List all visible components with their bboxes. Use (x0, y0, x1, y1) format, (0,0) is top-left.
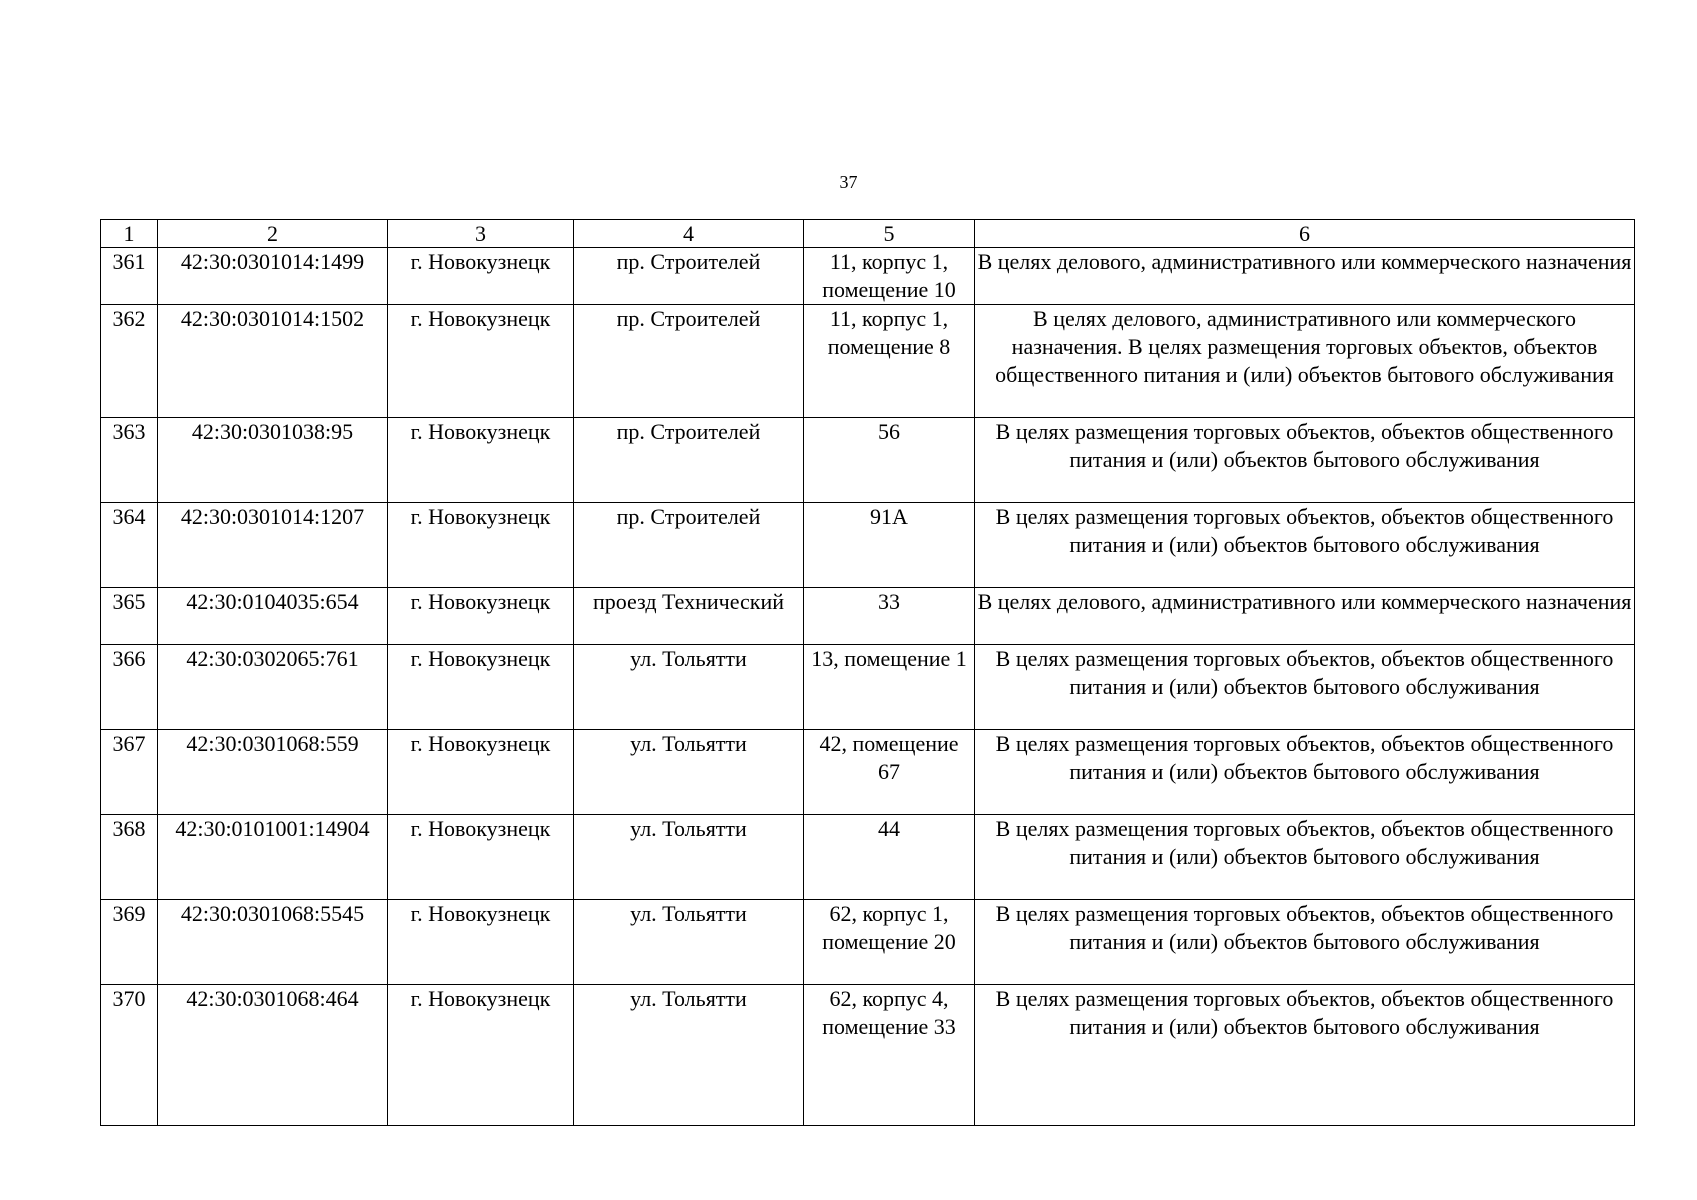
city: г. Новокузнецк (388, 305, 574, 418)
city: г. Новокузнецк (388, 418, 574, 503)
building-number: 11, корпус 1, помещение 8 (804, 305, 975, 418)
city: г. Новокузнецк (388, 645, 574, 730)
usage-purpose: В целях делового, административного или коммерческого назначения (975, 588, 1635, 645)
column-number-header-row (101, 220, 1635, 248)
page-number: 37 (839, 172, 858, 192)
building-number: 44 (804, 815, 975, 900)
street: ул. Тольятти (574, 815, 804, 900)
table-row (101, 815, 1635, 900)
column-header: 1 (101, 220, 158, 248)
city: г. Новокузнецк (388, 588, 574, 645)
row-number: 361 (101, 248, 158, 305)
cadastral-number: 42:30:0301014:1502 (158, 305, 388, 418)
building-number: 56 (804, 418, 975, 503)
street: ул. Тольятти (574, 730, 804, 815)
cadastral-number: 42:30:0301068:464 (158, 985, 388, 1126)
row-number: 370 (101, 985, 158, 1126)
building-number: 62, корпус 1, помещение 20 (804, 900, 975, 985)
city: г. Новокузнецк (388, 985, 574, 1126)
cadastral-number: 42:30:0101001:14904 (158, 815, 388, 900)
street: проезд Технический (574, 588, 804, 645)
usage-purpose: В целях размещения торговых объектов, объектов общественного питания и (или) объектов бытового обслуживания (975, 418, 1635, 503)
city: г. Новокузнецк (388, 730, 574, 815)
row-number: 369 (101, 900, 158, 985)
street: ул. Тольятти (574, 900, 804, 985)
table-row (101, 588, 1635, 645)
building-number: 13, помещение 1 (804, 645, 975, 730)
street: пр. Строителей (574, 305, 804, 418)
cadastral-number: 42:30:0301014:1207 (158, 503, 388, 588)
usage-purpose: В целях размещения торговых объектов, объектов общественного питания и (или) объектов бытового обслуживания (975, 900, 1635, 985)
building-number: 62, корпус 4, помещение 33 (804, 985, 975, 1126)
cadastral-number: 42:30:0104035:654 (158, 588, 388, 645)
row-number: 364 (101, 503, 158, 588)
table-row (101, 985, 1635, 1126)
building-number: 33 (804, 588, 975, 645)
usage-purpose: В целях размещения торговых объектов, объектов общественного питания и (или) объектов бытового обслуживания (975, 730, 1635, 815)
cadastral-number: 42:30:0301068:559 (158, 730, 388, 815)
column-header: 6 (975, 220, 1635, 248)
cadastral-number: 42:30:0302065:761 (158, 645, 388, 730)
table-row (101, 645, 1635, 730)
street: ул. Тольятти (574, 645, 804, 730)
usage-purpose: В целях размещения торговых объектов, объектов общественного питания и (или) объектов бытового обслуживания (975, 503, 1635, 588)
street: пр. Строителей (574, 248, 804, 305)
street: пр. Строителей (574, 503, 804, 588)
row-number: 365 (101, 588, 158, 645)
column-header: 3 (388, 220, 574, 248)
table-row (101, 730, 1635, 815)
cadastral-number: 42:30:0301038:95 (158, 418, 388, 503)
row-number: 363 (101, 418, 158, 503)
row-number: 367 (101, 730, 158, 815)
table-row (101, 900, 1635, 985)
building-number: 42, помещение 67 (804, 730, 975, 815)
table-row (101, 503, 1635, 588)
row-number: 368 (101, 815, 158, 900)
row-number: 362 (101, 305, 158, 418)
table-row (101, 305, 1635, 418)
usage-purpose: В целях делового, административного или коммерческого назначения. В целях размещения торговых объектов, объектов общественного питания и (или) объектов бытового обслуживания (975, 305, 1635, 418)
property-register-table (100, 219, 1635, 1126)
table-row (101, 418, 1635, 503)
street: ул. Тольятти (574, 985, 804, 1126)
city: г. Новокузнецк (388, 503, 574, 588)
city: г. Новокузнецк (388, 900, 574, 985)
column-header: 5 (804, 220, 975, 248)
table-row (101, 248, 1635, 305)
city: г. Новокузнецк (388, 815, 574, 900)
row-number: 366 (101, 645, 158, 730)
cadastral-number: 42:30:0301014:1499 (158, 248, 388, 305)
city: г. Новокузнецк (388, 248, 574, 305)
usage-purpose: В целях размещения торговых объектов, объектов общественного питания и (или) объектов бытового обслуживания (975, 985, 1635, 1126)
usage-purpose: В целях размещения торговых объектов, объектов общественного питания и (или) объектов бытового обслуживания (975, 645, 1635, 730)
usage-purpose: В целях делового, административного или коммерческого назначения (975, 248, 1635, 305)
building-number: 91А (804, 503, 975, 588)
column-header: 2 (158, 220, 388, 248)
street: пр. Строителей (574, 418, 804, 503)
usage-purpose: В целях размещения торговых объектов, объектов общественного питания и (или) объектов бытового обслуживания (975, 815, 1635, 900)
building-number: 11, корпус 1, помещение 10 (804, 248, 975, 305)
column-header: 4 (574, 220, 804, 248)
cadastral-number: 42:30:0301068:5545 (158, 900, 388, 985)
